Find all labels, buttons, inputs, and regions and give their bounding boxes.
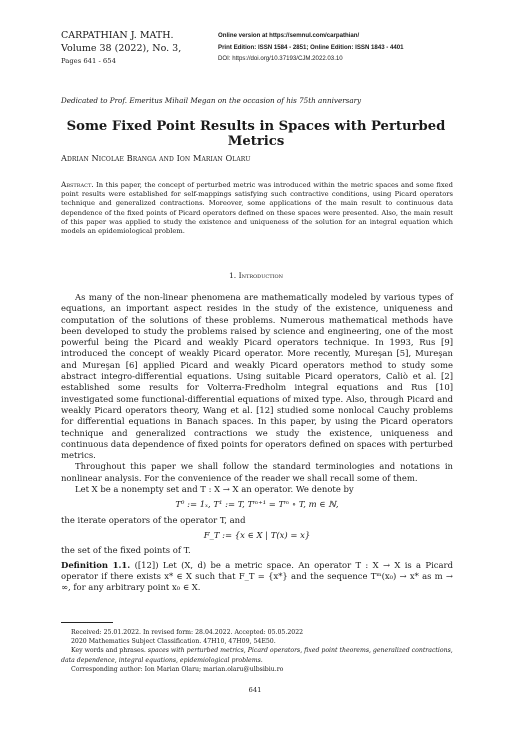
dedication: Dedicated to Prof. Emeritus Mihail Megan on the occasion of his 75th anniversary bbox=[61, 96, 362, 105]
journal-volume: Volume 38 (2022), No. 3, bbox=[61, 42, 182, 54]
journal-pages: Pages 641 - 654 bbox=[61, 57, 116, 65]
footnotes bbox=[61, 628, 453, 674]
iterate-equation: T⁰ := 1ₓ, T¹ := T, Tᵐ⁺¹ = Tᵐ ∘ T, m ∈ ℕ, bbox=[175, 499, 339, 510]
online-version: Online version at https://semnul.com/carpathian/ bbox=[218, 32, 360, 39]
doi-line: DOI: https://doi.org/10.37193/CJM.2022.03.10 bbox=[218, 55, 343, 62]
operator-paragraph: Let X be a nonempty set and T : X → X an operator. We denote by bbox=[75, 484, 354, 495]
definition-label: Definition 1.1. bbox=[61, 559, 131, 570]
footnote-rule bbox=[61, 622, 113, 623]
abstract bbox=[61, 180, 453, 236]
corresponding-author: Corresponding author: Ion Marian Olaru; marian.olaru@ulbsibiu.ro bbox=[71, 665, 284, 673]
keywords bbox=[61, 646, 453, 664]
section-heading: 1. Introduction bbox=[228, 271, 284, 280]
keywords-text: spaces with perturbed metrics, Picard operators, fixed point theorems, generalized contractions, data dependence, integral equations, epidemiological problems. bbox=[61, 647, 453, 664]
intro-paragraph: As many of the non-linear phenomena are mathematically modeled by various types of equations, an important aspect resides in the study of the existence, uniqueness and computation of the solutions of these problems. Numerous mathematical methods have been developed to study the problems raised by science and engineering, one of the most powerful being the Picard and weakly Picard operators technique. In 1993, Rus [9] introduced the concept of weakly Picard operator. More recently, Mureşan [5], Mureşan and Mureşan [6] applied Picard and weakly Picard operators method to study some abstract integro-differential equations. Using suitable Picard operators, Caliò et al. [2] established some results for Volterra-Fredholm integral equations and Rus [10] investigated some functional-differential equations of mixed type. Also, through Picard and weakly Picard operators theory, Wang et al. [12] studied some nonlocal Cauchy problems for differential equations in Banach spaces. In this paper, by using the Picard operators technique and generalized contractions we study the existence, uniqueness and continuous data dependence of fixed points for operators defined on spaces with perturbed metrics. bbox=[61, 292, 453, 461]
fixed-point-set-equation: F_T := {x ∈ X | T(x) = x} bbox=[203, 529, 311, 540]
page-number: 641 bbox=[248, 686, 262, 694]
notation-paragraph: Throughout this paper we shall follow the standard terminologies and notations in nonlinear analysis. For the convenience of the reader we shall recall some of them. bbox=[61, 461, 453, 483]
authors: Adrian Nicolae Branga and Ion Marian Olaru bbox=[61, 153, 251, 163]
body-text bbox=[61, 292, 453, 593]
publication-info bbox=[218, 30, 404, 65]
keywords-label: Key words and phrases. bbox=[71, 647, 146, 655]
definition-text: ([12]) Let (X, d) be a metric space. An operator T : X → X is a Picard operator if there exists x* ∈ X such that F_T = {x*} and the sequence Tᵐ(x₀) → x* as m → ∞, for any arbitrary point x₀ ∈ X. bbox=[61, 559, 453, 593]
paper-title: Some Fixed Point Results in Spaces with Perturbed Metrics bbox=[66, 119, 446, 149]
definition bbox=[61, 560, 453, 594]
abstract-label: Abstract. bbox=[61, 180, 94, 189]
iterate-text: the iterate operators of the operator T, and bbox=[61, 514, 246, 525]
journal-header bbox=[61, 30, 181, 68]
issn-line: Print Edition: ISSN 1584 - 2851; Online Edition: ISSN 1843 - 4401 bbox=[218, 43, 404, 51]
fixed-point-set-text: the set of the fixed points of T. bbox=[61, 545, 191, 556]
journal-name: CARPATHIAN J. MATH. bbox=[61, 30, 174, 41]
received-dates: Received: 25.01.2022. In revised form: 28.04.2022. Accepted: 05.05.2022 bbox=[71, 629, 304, 636]
abstract-text: In this paper, the concept of perturbed metric was introduced within the metric spaces and some fixed point results were established for self-mappings satisfying such contractive conditions, using Picard operators technique and generalized contractions. Moreover, some applications of the main result to continuous data dependence of the fixed points of Picard operators defined on these spaces were presented. Also, the main result of this paper was applied to study the existence and uniqueness of the solution for an integral equation which models an epidemiological problem. bbox=[61, 181, 453, 236]
msc-classification: 2020 Mathematics Subject Classification. 47H10, 47H09, 54E50. bbox=[71, 638, 276, 646]
